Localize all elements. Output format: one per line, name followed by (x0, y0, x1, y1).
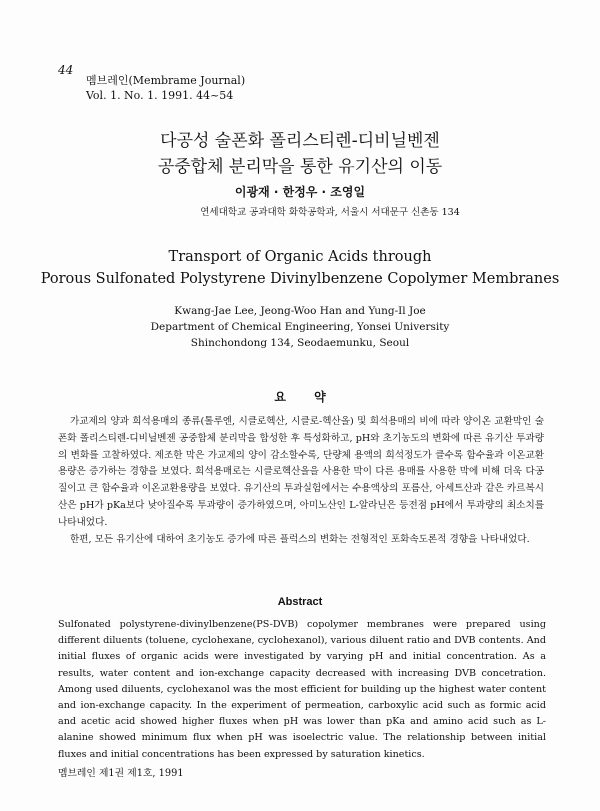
summary-heading: 요 약 (274, 390, 338, 404)
abstract-heading: Abstract (277, 596, 323, 608)
journal-name: 멤브레인(Membrame Journal) (86, 74, 246, 87)
english-abstract (58, 617, 546, 763)
korean-summary (58, 414, 544, 548)
journal-volume: Vol. 1. No. 1. 1991. 44~54 (86, 89, 234, 102)
journal-citation (86, 73, 245, 103)
page-footer: 멤브레인 제1권 제1호, 1991 (58, 768, 184, 779)
english-authors-block (0, 303, 600, 351)
korean-affiliation: 연세대학교 공과대학 화학공학과, 서울시 서대문구 신촌동 134 (200, 207, 460, 218)
abstract-paragraph: Sulfonated polystyrene-divinylbenzene(PS-DVB) copolymer membranes were prepared using different diluents (toluene, cyclohexane, cyclohexanol), various diluent ratio and DVB contents. And initial fluxes of organic acids were investigated by varying pH and initial concentration. As a results, water content and ion-exchange capacity decreased with increasing DVB concetration. Among used diluents, cyclohexanol was the most efficient for building up the highest water content and ion-exchange capacity. In the experiment of permeation, carboxylic acid such as formic acid and acetic acid showed higher fluxes when pH was lower than pKa and amino acid such as L-alanine showed minimum flux when pH was isoelectric value. The relationship between initial fluxes and initial concentrations has been expressed by saturation kinetics. (58, 619, 546, 760)
summary-paragraph-1: 가교제의 양과 희석용매의 종류(톨루엔, 시클로헥산, 시클로-헥산올) 및 희석용매의 비에 따라 양이온 교환막인 술폰화 폴리스티렌-디비닐벤젠 공중합체 분리막을 합성한 후 특성화하고, pH와 초기농도의 변화에 따른 유기산 투과량의 변화를 고찰하였다. 제조한 막은 가교제의 양이 감소할수록, 단량체 용액의 희석정도가 클수록 함수율과 이온교환용량은 증가하는 경향을 보였다. 희석용매로는 시클로헥산올을 사용한 막이 다른 용매를 사용한 막에 비해 더욱 다공질이고 큰 함수율과 이온교환용량을 보였다. 유기산의 투과실험에서는 수용액상의 포름산, 아세트산과 같은 카르복시산은 pH가 pKa보다 낮아질수록 투과량이 증가하였으며, 아미노산인 L-알라닌은 등전점 pH에서 투과량의 최소치를 나타내었다. (58, 416, 544, 528)
page-number: 44 (58, 63, 74, 77)
korean-authors: 이광재 · 한정우 · 조영일 (234, 185, 366, 199)
english-authors: Kwang-Jae Lee, Jeong-Woo Han and Yung-Il Joe (174, 305, 426, 317)
korean-title-line1: 다공성 술폰화 폴리스티렌-디비닐벤젠 (160, 131, 440, 151)
english-address: Shinchondong 134, Seodaemunku, Seoul (190, 337, 410, 349)
english-title-line1: Transport of Organic Acids through (168, 249, 432, 265)
english-title (0, 246, 600, 290)
english-department: Department of Chemical Engineering, Yonsei University (150, 321, 450, 333)
english-title-line2: Porous Sulfonated Polystyrene Divinylbenzene Copolymer Membranes (40, 271, 560, 287)
korean-title-line2: 공중합체 분리막을 통한 유기산의 이동 (157, 157, 443, 177)
korean-title (0, 128, 600, 180)
summary-paragraph-2: 한편, 모든 유기산에 대하여 초기농도 증가에 따른 플럭스의 변화는 전형적인 포화속도론적 경향을 나타내었다. (70, 533, 530, 545)
